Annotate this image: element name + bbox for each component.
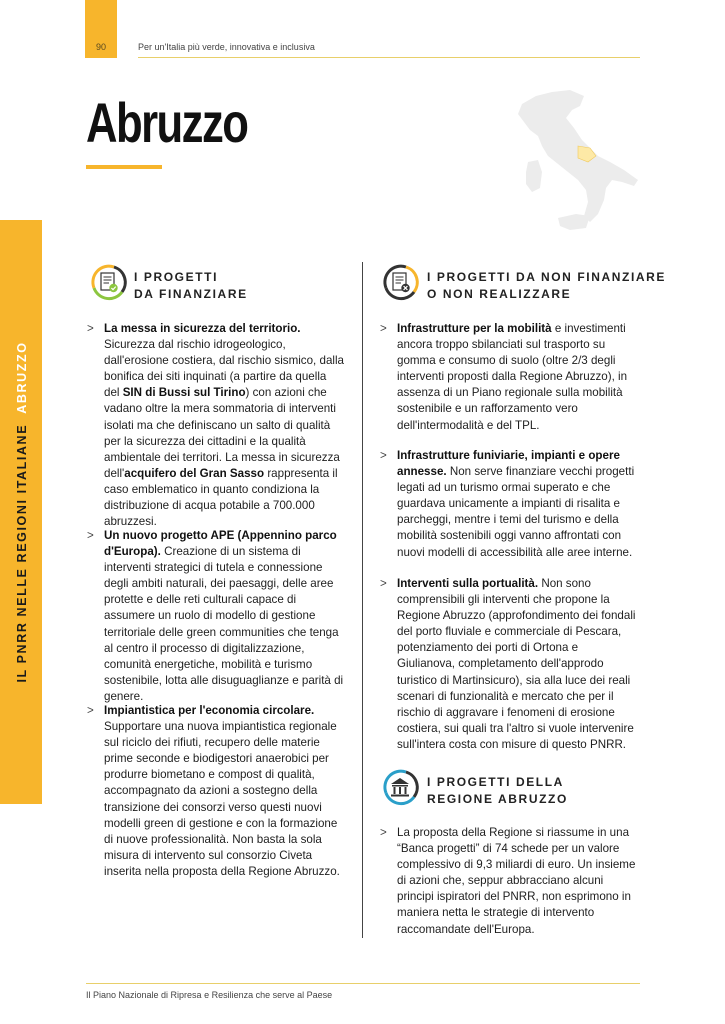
section-title-line1: I PROGETTI bbox=[134, 270, 219, 284]
document-cross-icon bbox=[380, 262, 420, 302]
bullet-chevron-icon: > bbox=[87, 322, 94, 335]
page-footer: Il Piano Nazionale di Ripresa e Resilienza che serve al Paese bbox=[86, 990, 333, 1000]
section-title-line1: I PROGETTI DELLA bbox=[427, 775, 564, 789]
section-title bbox=[134, 269, 248, 303]
running-header: Per un'Italia più verde, innovativa e inclusiva bbox=[138, 42, 315, 52]
section-title-line2: REGIONE ABRUZZO bbox=[427, 792, 568, 806]
side-label bbox=[15, 341, 29, 682]
bullet-chevron-icon: > bbox=[380, 449, 387, 462]
page-number: 90 bbox=[95, 42, 106, 52]
sicily-shape bbox=[558, 214, 590, 230]
page-title: Abruzzo bbox=[86, 91, 248, 154]
list-item: > Infrastrutture funiviarie, impianti e opere annesse. Non serve finanziare vecchi progetti legati ad un turismo ormai superato e che guardava unicamente a impianti di risalita e parcheggi, mentre i temi del turismo e della mobilità sostenibili oggi vanno affrontati con nuovi modelli di accessibilità alle aree interne. bbox=[380, 449, 635, 559]
bullet-chevron-icon: > bbox=[380, 322, 387, 335]
bullet-chevron-icon: > bbox=[87, 704, 94, 717]
list-item: > Un nuovo progetto APE (Appennino parco d'Europa). Creazione di un sistema di interventi strategici di tutela e connessione degli ambiti naturali, dei paesaggi, delle aree protette e delle reti culturali capace di assumere un ruolo di modello di gestione territoriale delle green communities che tenga al centro il processo di digitalizzazione, comunità energetiche, mobilità e turismo sostenibile, lotta alle disuguaglianze e parità di genere. bbox=[87, 529, 344, 703]
sardinia-shape bbox=[526, 160, 542, 192]
side-label-main: IL PNRR NELLE REGIONI ITALIANE bbox=[15, 423, 29, 683]
bullet-chevron-icon: > bbox=[87, 529, 94, 542]
list-item: > Impiantistica per l'economia circolare. Supportare una nuova impiantistica regionale sul riciclo dei rifiuti, recupero delle materie prime seconde e biodigestori anaerobici per produrre biometano e compost di qualità, accompagnato da azioni a sostegno della transizione dei consorzi verso questi nuovi modelli green di gestione e con la formazione di nuove professionalità. Non basta la sola misura di intervento sul consorzio Civeta inserita nella proposta della Regione Abruzzo. bbox=[87, 704, 340, 878]
section-title-line1: I PROGETTI DA NON FINANZIARE bbox=[427, 270, 667, 284]
bullet-chevron-icon: > bbox=[380, 826, 387, 839]
list-item: > Interventi sulla portualità. Non sono comprensibili gli interventi che propone la Regione Abruzzo (approfondimento dei fondali del porto fluviale e commerciale di Pescara, potenziamento dei porti di Ortona e Giulianova, completamento dell'approdo turistico di Martinsicuro), sia alla luce dei reali scenari di funzionalità e mercato che per il rischio di aggravare i fenomeni di erosione costiera, sui quali tra l'altro si vuole intervenire sull'intera costa con misure di questo PNRR. bbox=[380, 577, 636, 751]
section-title-line2: DA FINANZIARE bbox=[134, 287, 248, 301]
section-title bbox=[427, 774, 568, 808]
side-label-region: ABRUZZO bbox=[15, 341, 29, 414]
column-divider bbox=[362, 262, 363, 938]
bullet-chevron-icon: > bbox=[380, 577, 387, 590]
list-item: > Infrastrutture per la mobilità e investimenti ancora troppo sbilanciati sul trasporto su gomma e consumo di suolo (oltre 2/3 degli interventi proposti dalla Regione Abruzzo), in assenza di un Piano regionale sulla mobilità sostenibile e un rafforzamento vero dell'intermodalità e del TPL. bbox=[380, 322, 628, 432]
list-item: > La messa in sicurezza del territorio. Sicurezza dal rischio idrogeologico, dall'erosione costiera, dal rischio sismico, dalla bonifica dei siti inquinati (a partire da quella del SIN di Bussi sul Tirino) con azioni che vadano oltre la mera sommatoria di interventi isolati ma che definiscano un salto di qualità per la sicurezza dei cittadini e la qualità ambientale dei territori. La messa in sicurezza dell'acquifero del Gran Sasso rappresenta il caso emblematico in quanto condiziona la distribuzione di acqua potabile a 700.000 abruzzesi. bbox=[87, 322, 344, 529]
header-rule bbox=[138, 57, 640, 58]
section-title-line2: O NON REALIZZARE bbox=[427, 287, 572, 301]
institution-building-icon bbox=[380, 767, 420, 807]
list-item: > La proposta della Regione si riassume in una “Banca progetti” di 74 schede per un valore complessivo di 9,3 miliardi di euro. Un insieme di azioni che, seppur abbracciano alcuni principi ispiratori del PNRR, non esprimono in maniera netta le strategie di intervento raccomandate dell'Europa. bbox=[380, 826, 636, 936]
italy-map-icon bbox=[500, 82, 650, 232]
title-underline bbox=[86, 165, 162, 169]
section-title bbox=[427, 269, 666, 303]
footer-rule bbox=[86, 983, 640, 984]
document-check-icon bbox=[88, 262, 128, 302]
